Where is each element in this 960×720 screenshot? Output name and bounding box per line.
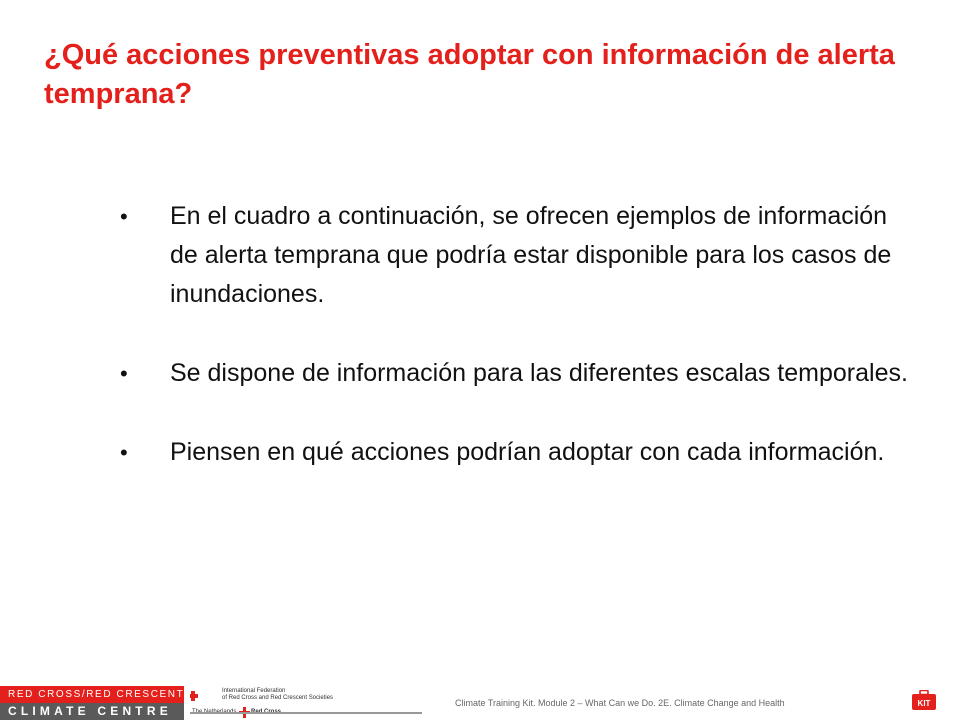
bullet-item [118,354,918,393]
bullet-list [118,197,918,512]
ifrc-line2: of Red Cross and Red Crescent Societies [222,695,334,701]
slide-title: ¿Qué acciones preventivas adoptar con información de alerta temprana? [44,39,895,110]
bullet-item [118,197,918,314]
ifrc-logo-block [190,687,430,720]
climate-centre-logo [0,686,184,720]
ifrc-emblem-icon [190,687,218,703]
bullet-text: Piensen en qué acciones podrían adoptar con cada información. [170,438,885,466]
kit-briefcase-icon [912,690,936,710]
kit-label: KIT [917,699,931,708]
bullet-text: En el cuadro a continuación, se ofrecen ejemplos de información de alerta temprana que podría estar disponible para los casos de inundaciones. [170,202,892,308]
bullet-symbol: • [120,440,128,465]
climate-centre-line2: CLIMATE CENTRE [0,703,184,720]
climate-centre-line1: RED CROSS/RED CRESCENT [0,686,184,703]
footer-caption: Climate Training Kit. Module 2 – What Can we Do. 2E. Climate Change and Health [455,698,785,708]
bullet-symbol: • [120,361,128,386]
bullet-item [118,433,918,472]
ifrc-name [222,688,333,702]
ifrc-line1: International Federation [222,688,286,694]
bullet-symbol: • [120,204,128,229]
footer-divider [190,712,422,714]
bullet-text: Se dispone de información para las diferentes escalas temporales. [170,359,908,387]
